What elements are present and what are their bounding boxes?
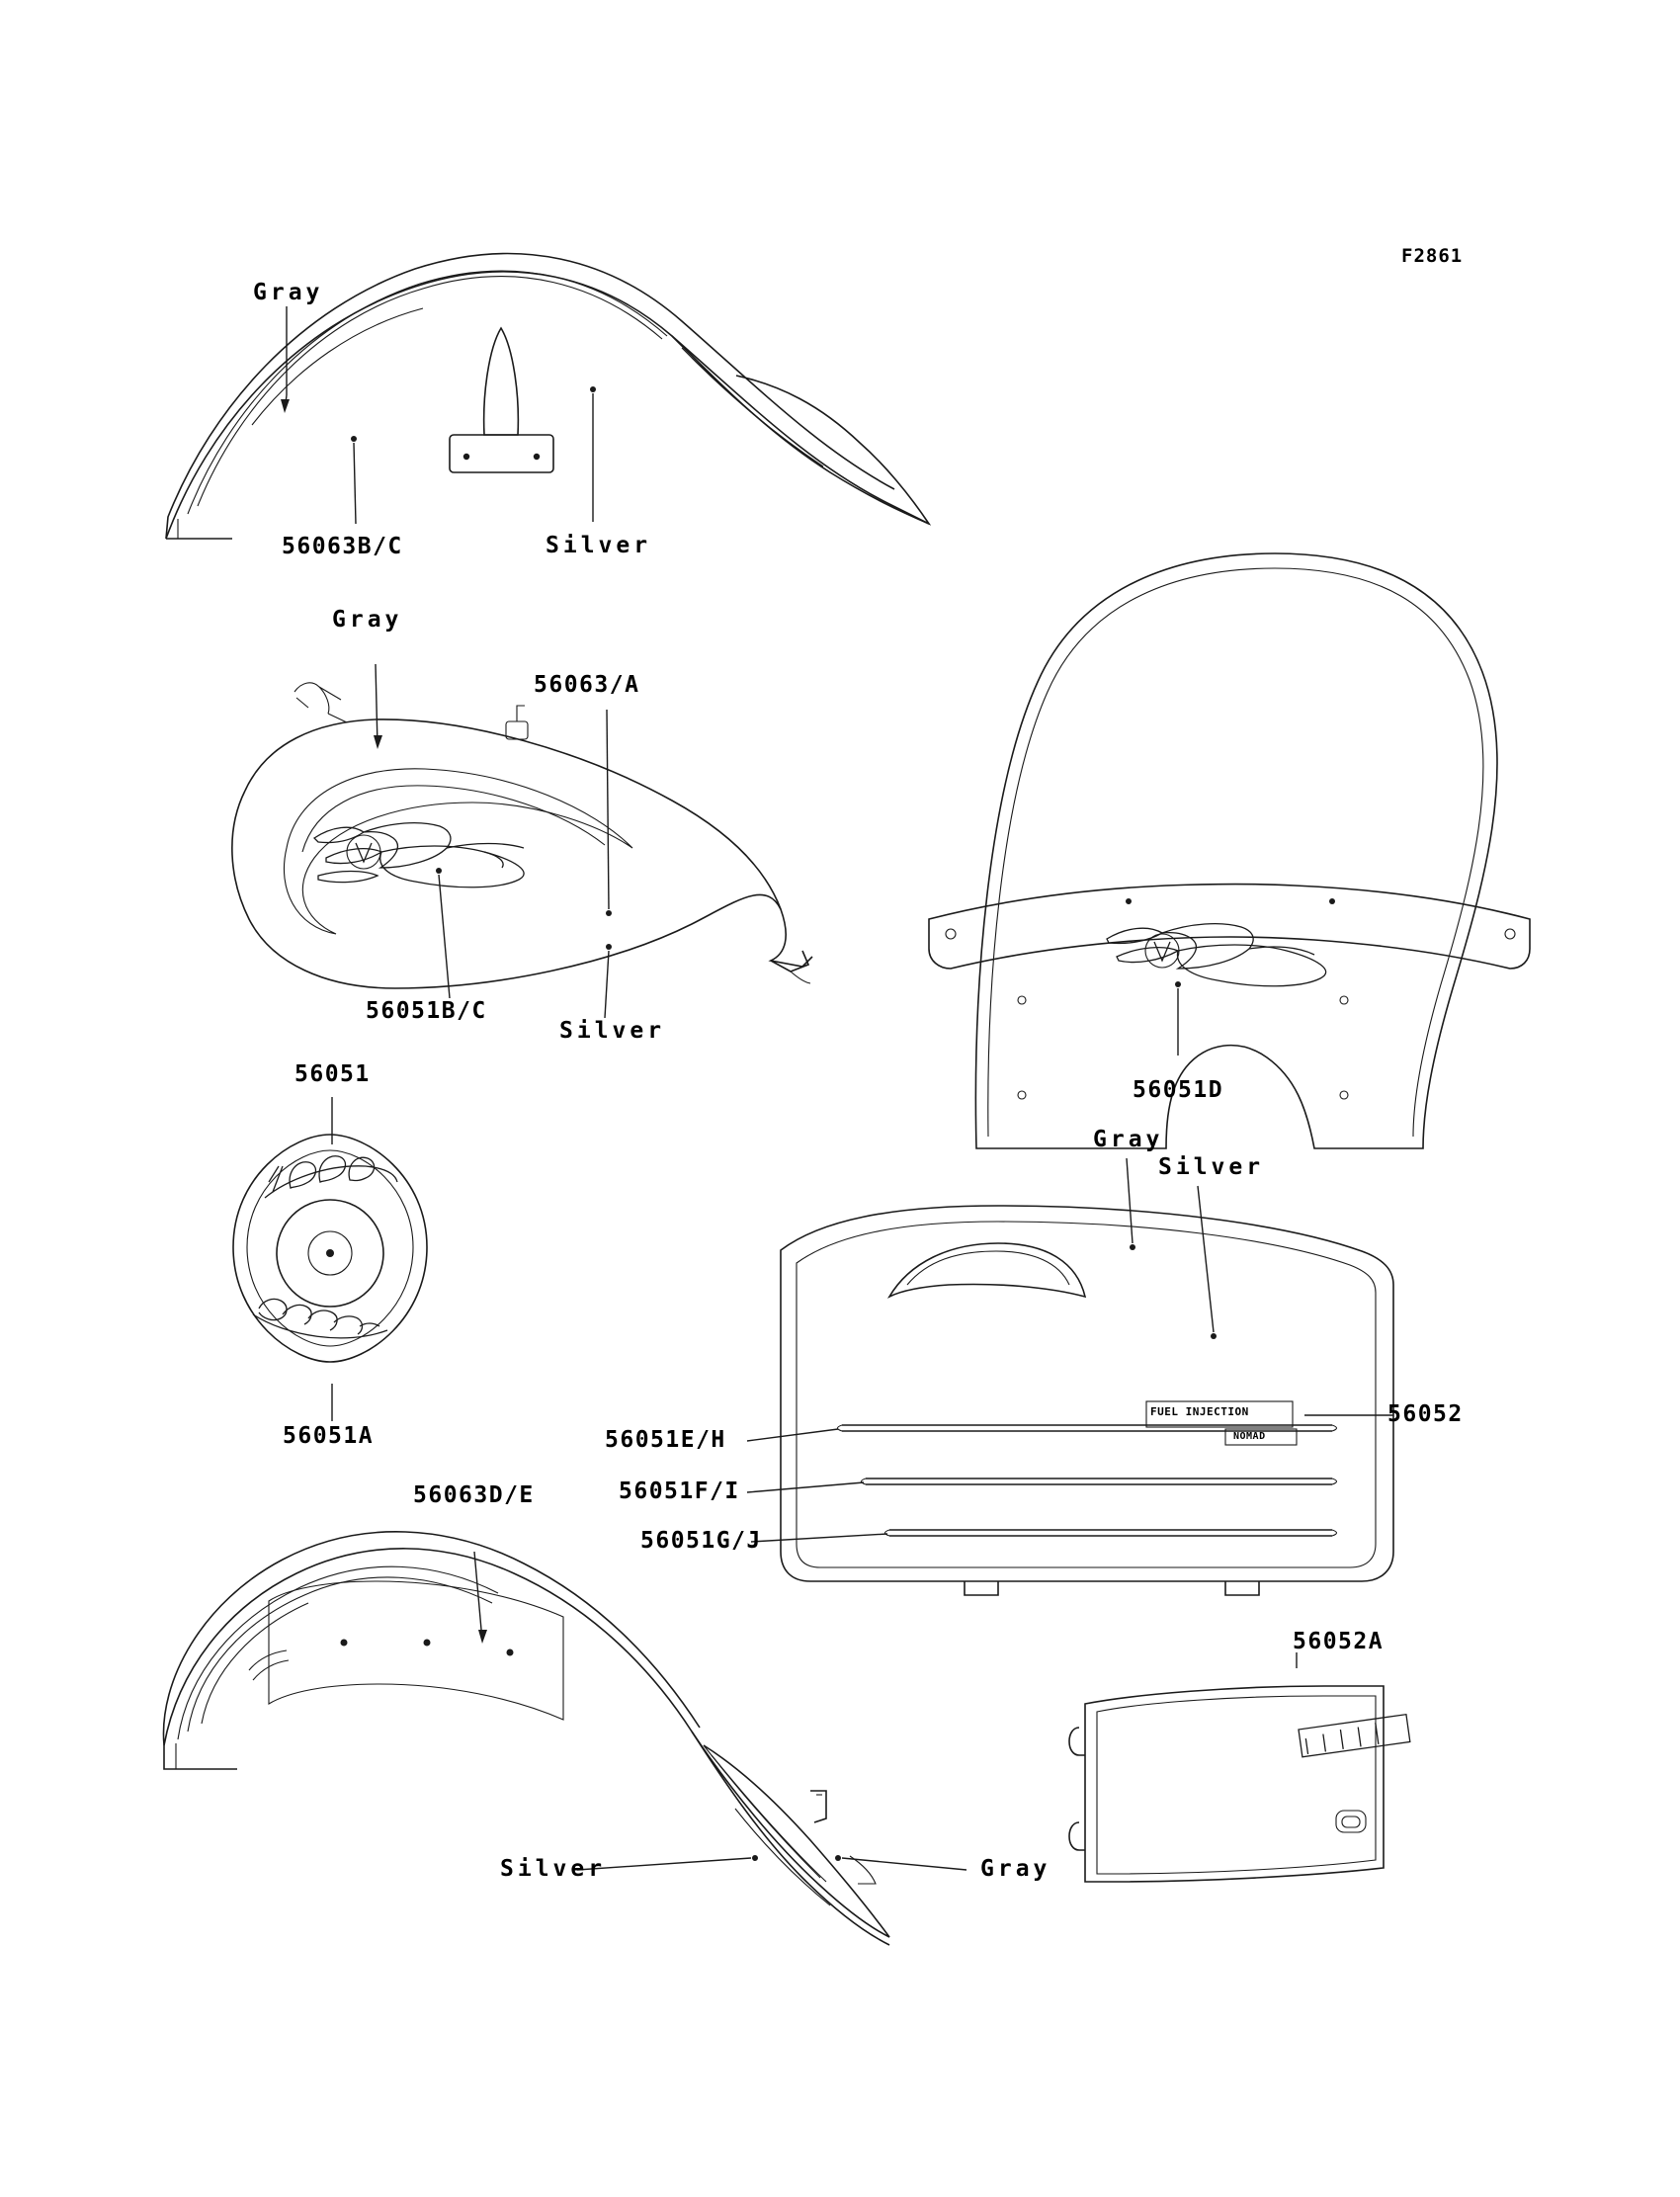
side-cover-silver-label: Silver	[1158, 1154, 1265, 1180]
stripe-fi-part-label: 56051F/I	[619, 1479, 740, 1504]
windshield-leaders	[1175, 981, 1181, 1056]
windshield-drawing	[929, 553, 1530, 1148]
rear-fender-gray-label: Gray	[980, 1856, 1051, 1882]
fuel-injection-emblem-text: FUEL INJECTION	[1150, 1405, 1249, 1418]
front-fender-gray-label: Gray	[253, 280, 324, 305]
tank-cap-part-label: 56051	[294, 1061, 371, 1087]
tank-cap-badge-part-label: 56051A	[283, 1423, 375, 1449]
fuel-tank-silver-label: Silver	[559, 1018, 666, 1044]
windshield-part-label: 56051D	[1133, 1077, 1224, 1103]
fuel-tank-part-label: 56063/A	[534, 672, 640, 698]
front-fender-part-label: 56063B/C	[282, 534, 403, 559]
fuel-tank-gray-label: Gray	[332, 607, 403, 633]
stripe-gj-part-label: 56051G/J	[640, 1528, 762, 1554]
tank-cap-drawing	[233, 1135, 427, 1362]
rear-fender-silver-label: Silver	[500, 1856, 607, 1882]
saddlebag-part-label: 56052A	[1293, 1629, 1385, 1654]
figure-code: F2861	[1401, 245, 1464, 267]
side-cover-gray-label: Gray	[1093, 1127, 1164, 1152]
front-fender-leaders	[281, 306, 596, 524]
saddlebag-drawing	[1069, 1686, 1410, 1882]
rear-fender-part-label: 56063D/E	[413, 1482, 535, 1508]
front-fender-silver-label: Silver	[546, 533, 652, 558]
side-cover-fuelinjection-part-label: 56052	[1387, 1401, 1464, 1427]
rear-fender-drawing	[163, 1532, 889, 1945]
fuel-tank-drawing	[232, 683, 812, 988]
stripe-eh-part-label: 56051E/H	[605, 1427, 726, 1453]
fuel-tank-emblem-part-label: 56051B/C	[366, 998, 487, 1024]
rear-fender-leaders	[474, 1552, 966, 1870]
nomad-emblem-text: NOMAD	[1233, 1431, 1266, 1442]
side-cover-drawing	[781, 1206, 1393, 1595]
